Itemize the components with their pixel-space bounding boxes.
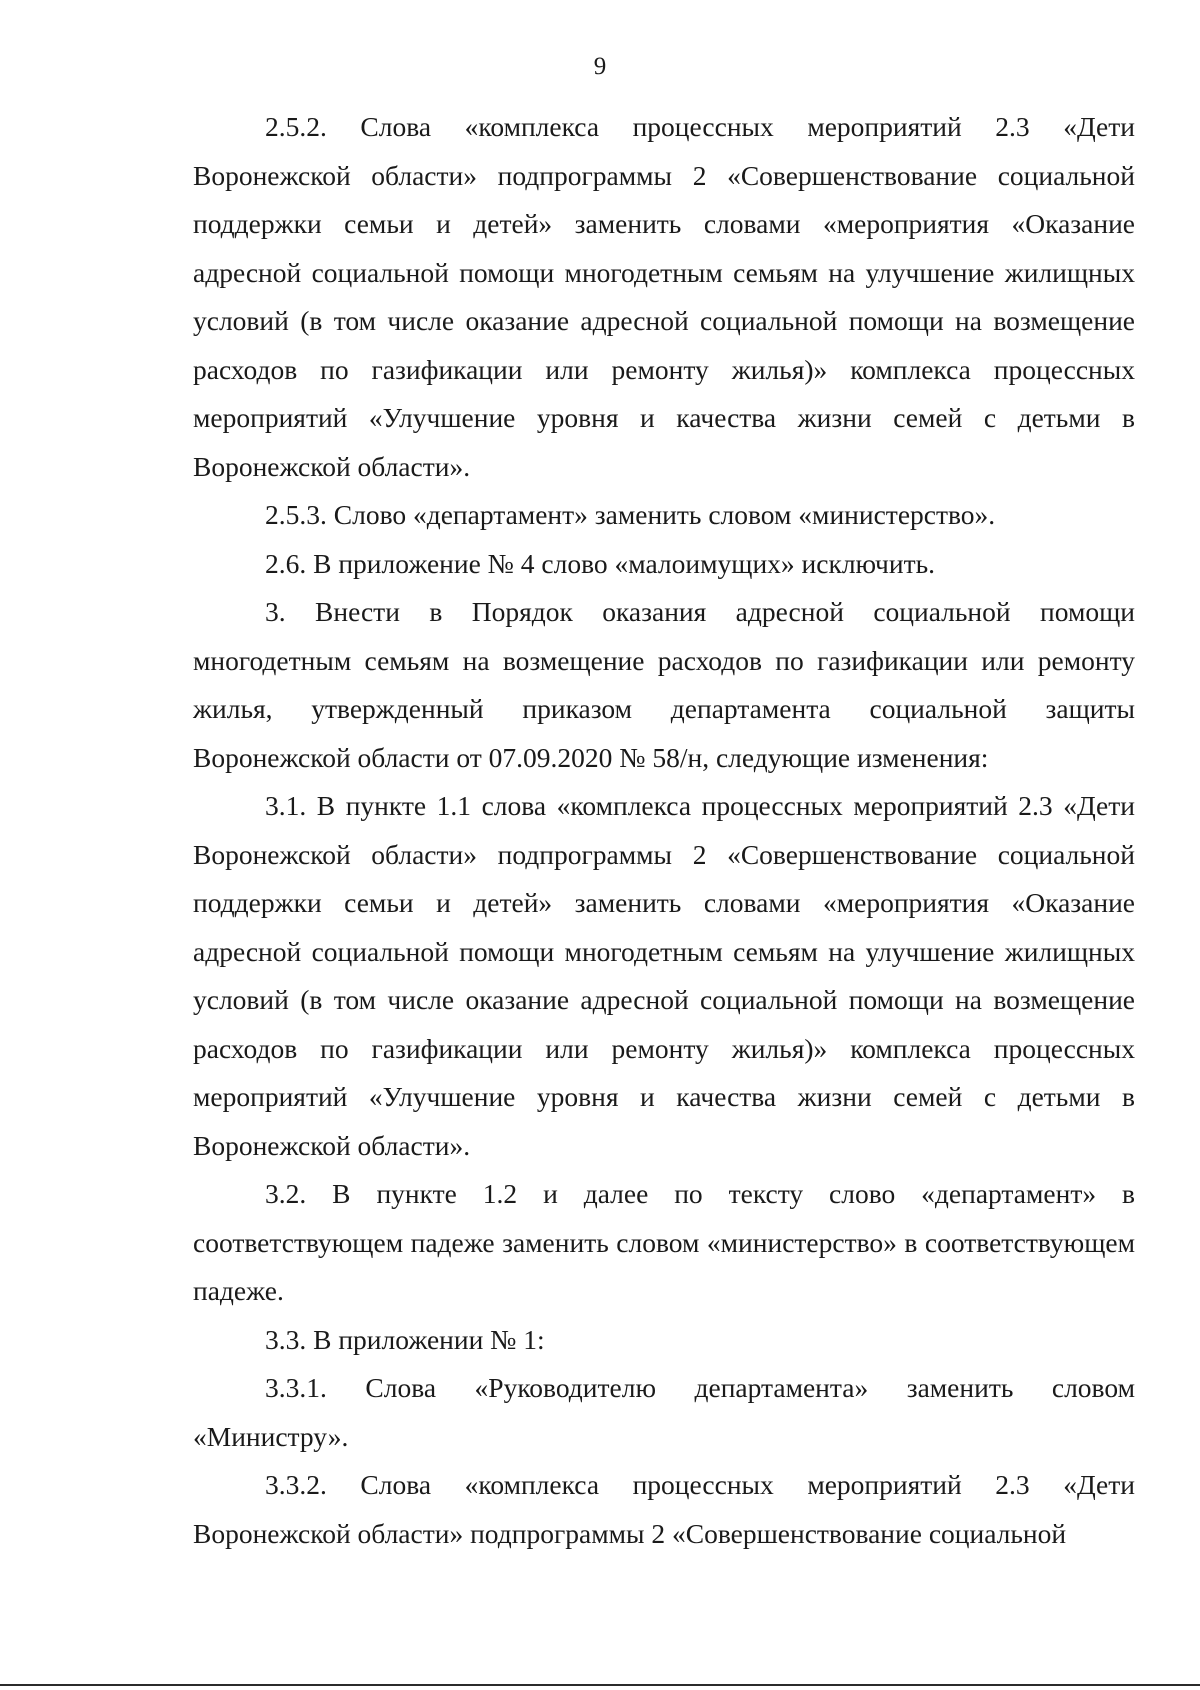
scan-edge-line (0, 1684, 1200, 1686)
page-number: 9 (593, 53, 607, 80)
paragraph-3-2: 3.2. В пункте 1.2 и далее по тексту слово «департамент» в соответствующем падеже заменить словом «министерство» в соответствующем падеже. (193, 1178, 1135, 1306)
paragraph-2-5-3: 2.5.3. Слово «департамент» заменить словом «министерство». (265, 499, 996, 530)
paragraph-3-1: 3.1. В пункте 1.1 слова «комплекса процессных мероприятий 2.3 «Дети Воронежской области» подпрограммы 2 «Совершенствование социальной поддержки семьи и детей» заменить словами «мероприятия «Оказание адресной социальной помощи многодетным семьям на улучшение жилищных условий (в том числе оказание адресной социальной помощи на возмещение расходов по газификации или ремонту жилья)» комплекса процессных мероприятий «Улучшение уровня и качества жизни семей с детьми в Воронежской области». (193, 790, 1135, 1161)
paragraph-3-3: 3.3. В приложении № 1: (265, 1323, 545, 1355)
paragraph-3-3-1: 3.3.1. Слова «Руководителю департамента» заменить словом «Министру». (193, 1372, 1135, 1452)
paragraph-2-6: 2.6. В приложение № 4 слово «малоимущих» исключить. (265, 547, 936, 579)
paragraph-3-3-2: 3.3.2. Слова «комплекса процессных мероприятий 2.3 «Дети Воронежской области» подпрограммы 2 «Совершенствование социальной (193, 1469, 1135, 1549)
paragraph-2-5-2: 2.5.2. Слова «комплекса процессных мероприятий 2.3 «Дети Воронежской области» подпрограммы 2 «Совершенствование социальной поддержки семьи и детей» заменить словами «мероприятия «Оказание адресной социальной помощи многодетным семьям на улучшение жилищных условий (в том числе оказание адресной социальной помощи на возмещение расходов по газификации или ремонту жилья)» комплекса процессных мероприятий «Улучшение уровня и качества жизни семей с детьми в Воронежской области». (193, 111, 1135, 482)
document-body (193, 103, 1135, 1558)
paragraph-3: 3. Внести в Порядок оказания адресной социальной помощи многодетным семьям на возмещение расходов по газификации или ремонту жилья, утвержденный приказом департамента социальной защиты Воронежской области от 07.09.2020 № 58/н, следующие изменения: (193, 596, 1135, 773)
